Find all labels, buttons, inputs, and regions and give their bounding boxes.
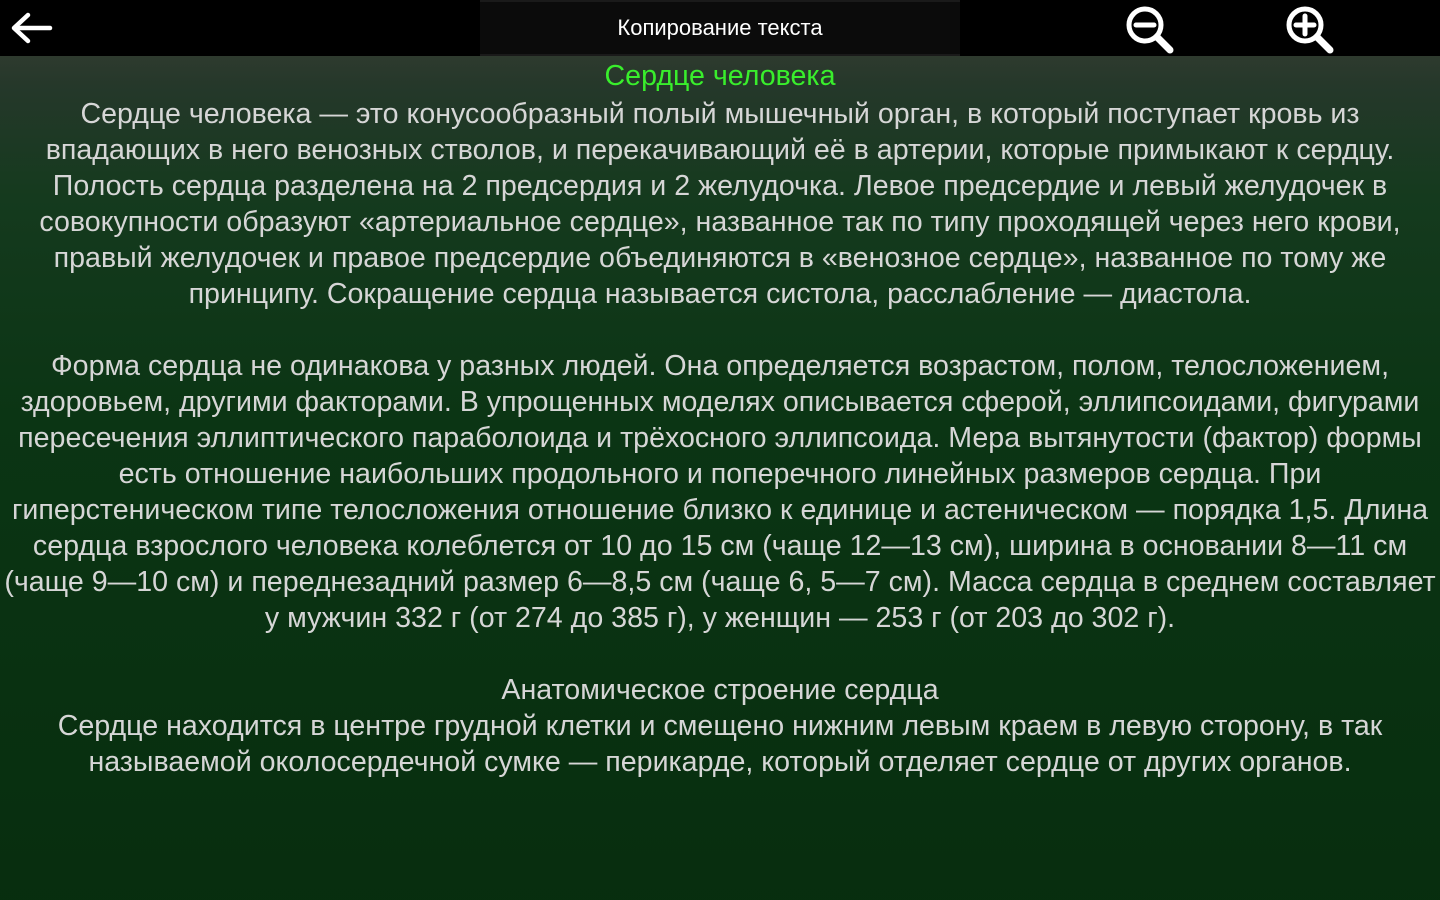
- article-paragraph: Сердце находится в центре грудной клетки и смещено нижним левым краем в левую сторону, в так называемой околосердечной сумке — перикарде, который отделяет сердце от других органов.: [57, 710, 1383, 778]
- article-paragraph: Форма сердца не одинакова у разных людей. Она определяется возрастом, полом, телосложением, здоровьем, другими факторами. В упрощенных моделях описывается сферой, эллипсоидами, фигурами пересечения эллиптического параболоида и трёхосного эллипсоида. Мера вытянутости (фактор) формы есть отношение наибольших продольного и поперечного линейных размеров сердца. При гиперстеническом типе телосложения отношение близко к единице и астеническом — порядка 1,5. Длина сердца взрослого человека колеблется от 10 до 15 см (чаще 12—13 см), ширина в основании 8—11 см (чаще 9—10 см) и переднезадний размер 6—8,5 см (чаще 6, 5—7 см). Масса сердца в среднем составляет у мужчин 332 г (от 274 до 385 г), у женщин — 253 г (от 203 до 302 г).: [4, 350, 1436, 634]
- section-heading: Анатомическое строение сердца: [501, 674, 939, 706]
- article-body: [0, 56, 1440, 780]
- article-paragraph: Сердце человека — это конусообразный полый мышечный орган, в который поступает кровь из впадающих в него венозных стволов, и перекачивающий её в артерии, которые примыкают к сердцу. Полость сердца разделена на 2 предсердия и 2 желудочка. Левое предсердие и левый желудочек в совокупности образуют «артериальное сердце», названное так по типу проходящей через него крови, правый желудочек и правое предсердие объединяются в «венозное сердце», названное по тому же принципу. Сокращение сердца называется систола, расслабление — диастола.: [39, 98, 1401, 310]
- zoom-in-icon: [1284, 4, 1336, 54]
- page-title: Копирование текста: [617, 15, 823, 40]
- zoom-in-button[interactable]: [1284, 4, 1336, 54]
- arrow-left-icon: [6, 8, 56, 48]
- article-title: Сердце человека: [604, 60, 836, 92]
- paragraph-gap: [0, 636, 1440, 672]
- top-app-bar: [0, 0, 1440, 56]
- paragraph-gap: [0, 312, 1440, 348]
- zoom-out-button[interactable]: [1124, 4, 1176, 54]
- back-button[interactable]: [6, 8, 56, 48]
- article-view[interactable]: [0, 56, 1440, 900]
- zoom-out-icon: [1124, 4, 1176, 54]
